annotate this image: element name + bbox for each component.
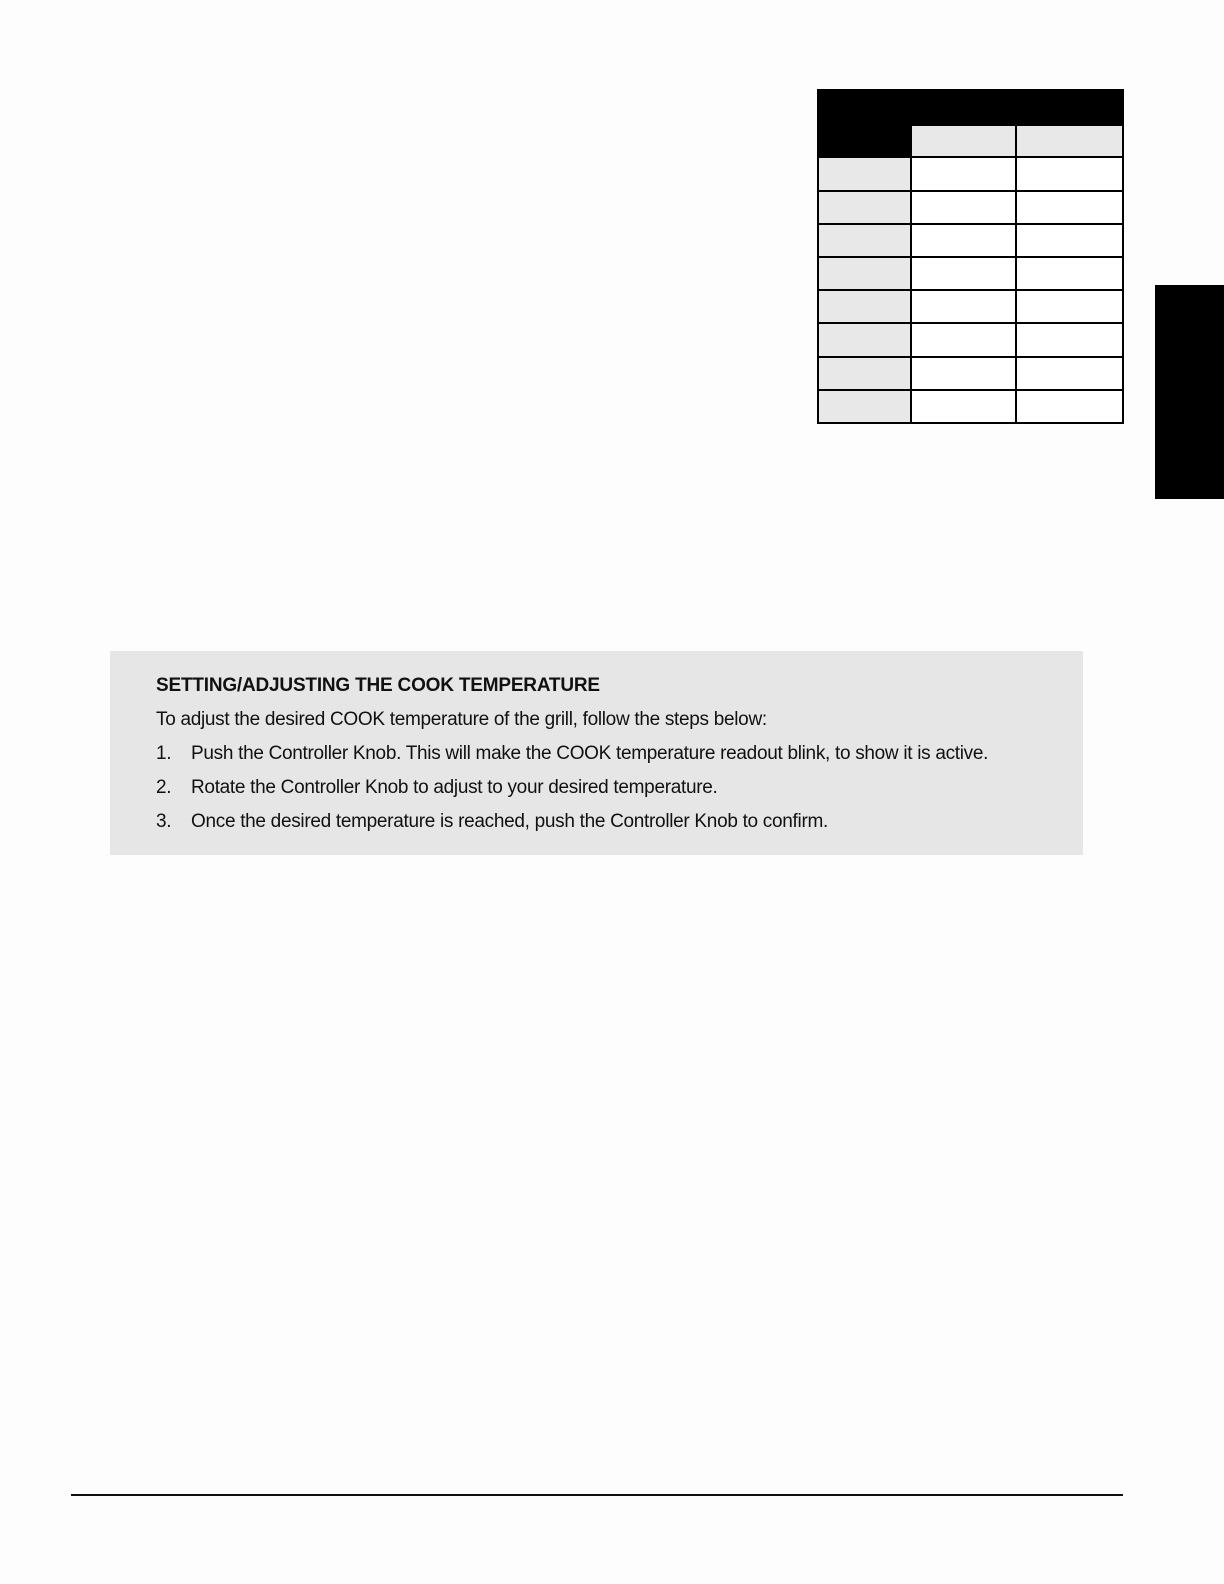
step-number: 1.	[156, 743, 172, 764]
table-row-label	[818, 224, 911, 257]
table-row	[818, 257, 1123, 290]
table-cell	[1016, 257, 1123, 290]
step-text: Push the Controller Knob. This will make the COOK temperature readout blink, to show it is active.	[191, 743, 989, 764]
table-header-cell	[911, 90, 1123, 125]
table-row	[818, 323, 1123, 356]
section-side-tab	[1155, 285, 1224, 499]
table-row	[818, 390, 1123, 423]
list-item	[156, 811, 1056, 845]
table-cell	[1016, 323, 1123, 356]
instruction-heading: SETTING/ADJUSTING THE COOK TEMPERATURE	[156, 675, 600, 696]
table-row	[818, 357, 1123, 390]
table-row-label	[818, 390, 911, 423]
table-cell	[911, 290, 1016, 323]
table-cell	[911, 224, 1016, 257]
list-item	[156, 743, 1056, 777]
table-cell	[911, 390, 1016, 423]
table-header-corner	[818, 90, 911, 157]
instruction-intro: To adjust the desired COOK temperature of the grill, follow the steps below:	[156, 709, 767, 730]
table-cell	[911, 191, 1016, 224]
table-row	[818, 224, 1123, 257]
list-item	[156, 777, 1056, 811]
table-row	[818, 290, 1123, 323]
table-cell	[1016, 224, 1123, 257]
table-row-label	[818, 290, 911, 323]
table-row-label	[818, 357, 911, 390]
table-cell	[911, 357, 1016, 390]
table-row	[818, 157, 1123, 190]
step-text: Rotate the Controller Knob to adjust to your desired temperature.	[191, 777, 718, 798]
table-cell	[911, 157, 1016, 190]
table-subheader-cell	[1016, 125, 1123, 157]
table-row-label	[818, 157, 911, 190]
instruction-panel	[110, 651, 1083, 855]
table-cell	[911, 323, 1016, 356]
step-number: 2.	[156, 777, 172, 798]
table-cell	[1016, 357, 1123, 390]
table-cell	[1016, 390, 1123, 423]
step-text: Once the desired temperature is reached, push the Controller Knob to confirm.	[191, 811, 828, 832]
table-row-label	[818, 257, 911, 290]
table-subheader-cell	[911, 125, 1016, 157]
footer-divider	[71, 1494, 1123, 1496]
table-cell	[1016, 290, 1123, 323]
table-row	[818, 191, 1123, 224]
table-cell	[1016, 191, 1123, 224]
table-header-row	[818, 90, 1123, 125]
table-row-label	[818, 191, 911, 224]
table-cell	[911, 257, 1016, 290]
step-number: 3.	[156, 811, 172, 832]
instruction-steps	[156, 743, 1056, 845]
temperature-table	[817, 89, 1124, 424]
table-cell	[1016, 157, 1123, 190]
table-row-label	[818, 323, 911, 356]
